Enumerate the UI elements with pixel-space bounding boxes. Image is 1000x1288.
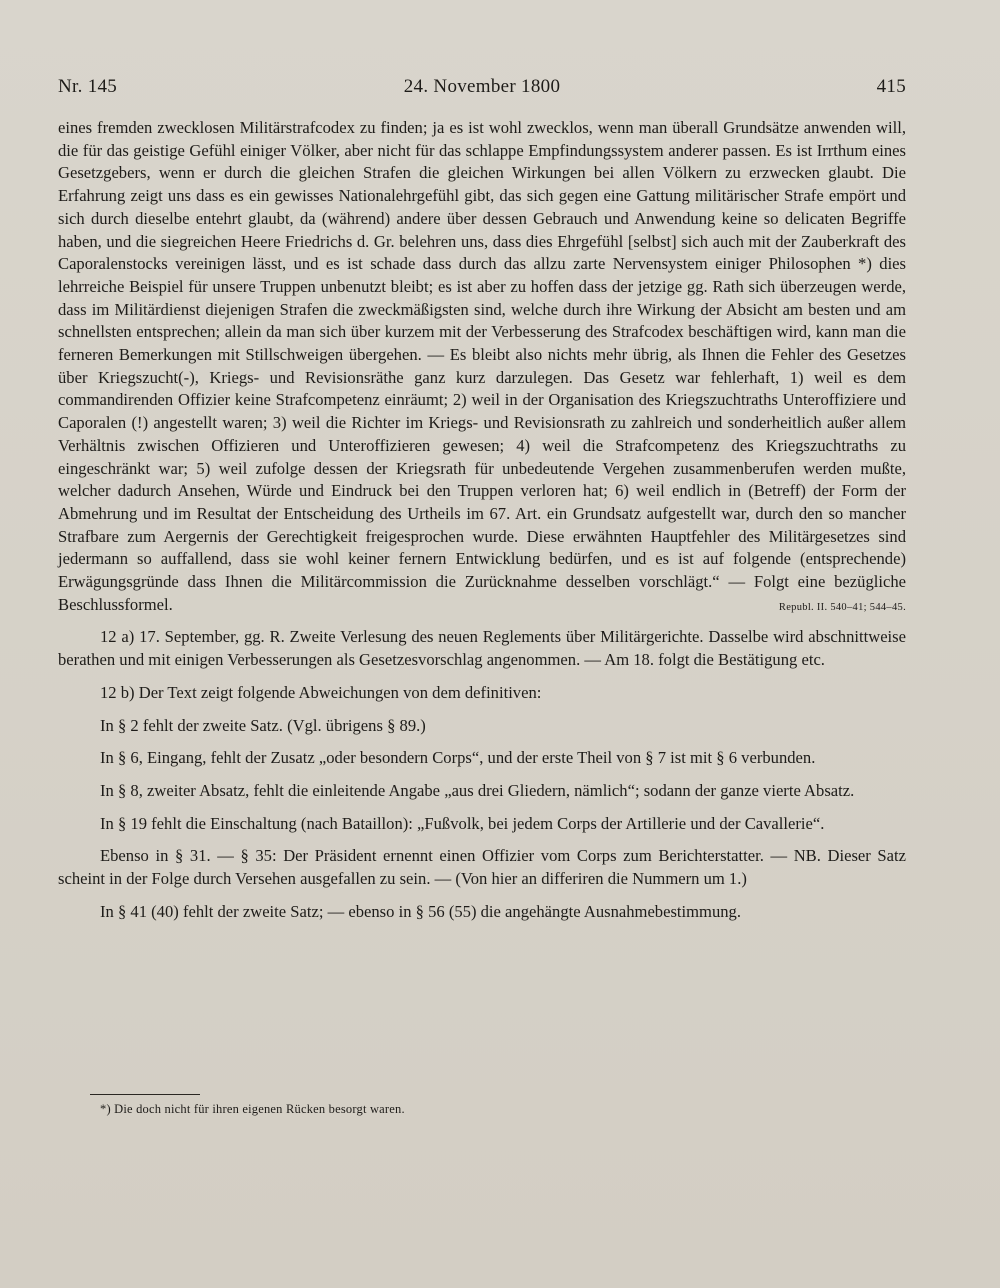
paragraph-section-41: In § 41 (40) fehlt der zweite Satz; — ebenso in § 56 (55) die angehängte Ausnahmebestimmung. (100, 901, 741, 921)
paragraph-section-8: In § 8, zweiter Absatz, fehlt die einleitende Angabe „aus drei Gliedern, nämlich“; sodann der ganze vierte Absatz. (100, 780, 855, 800)
paragraph-section-19: In § 19 fehlt die Einschaltung (nach Bataillon): „Fußvolk, bei jedem Corps der Artillerie und der Cavallerie“. (100, 813, 825, 833)
paragraph-section-6: In § 6, Eingang, fehlt der Zusatz „oder besondern Corps“, und der erste Theil von § 7 ist mit § 6 verbunden. (100, 748, 816, 768)
footnote: *) Die doch nicht für ihren eigenen Rücken besorgt waren. (100, 1102, 405, 1116)
paragraph-main-text: eines fremden zwecklosen Militärstrafcodex zu finden; ja es ist wohl zwecklos, wenn man überall Grundsätze anwenden will, die für das geistige Gefühl einiger Völker, aber nicht für das schlappe Empfindungssystem anderer passen. Es ist Irrthum eines Gesetzgebers, wenn er durch die gleichen Strafen die gleichen Wirkungen bei allen Völkern zu erzwecken glaubt. Die Erfahrung zeigt uns dass es ein gewisses Nationalehrgefühl gibt, das sich gegen eine Gattung militärischer Strafe empört und sich durch dieselbe entehrt glaubt, da (während) andere über dessen Gebrauch und Anwendung keine so delicaten Begriffe haben, und die siegreichen Heere Friedrichs d. Gr. belehren uns, dass dies Ehrgefühl [selbst] sich auch mit der Zauberkraft des Caporalenstocks vereinigen lässt, und es ist schade dass durch das allzu zarte Nervensystem einiger Philosophen *) dies lehrreiche Beispiel für unsere Truppen unbenutzt bleibt; es ist aber zu hoffen dass der jetzige gg. Rath sich überzeugen werde, dass im Militärdienst diejenigen Strafen die zweckmäßigsten sind, welche durch ihre Wirkung der Absicht am besten und am schnellsten entsprechen; allein da man sich über kurzem mit der Verbesserung des Strafcodex beschäftigen wird, kann man die ferneren Bemerkungen mit Stillschweigen übergehen. — Es bleibt also nichts mehr übrig, als Ihnen die Fehler des Gesetzes über Kriegszucht(-), Kriegs- und Revisionsräthe ganz kurz darzulegen. Das Gesetz war fehlerhaft, 1) weil es dem commandirenden Offizier keine Strafcompetenz einräumt; 2) weil in der Organisation des Kriegszuchtraths Unteroffiziere und Caporalen (!) angestellt waren; 3) weil die Richter im Kriegs- und Revisionsrath zu zahlreich und sonderheitlich außer allem Verhältnis zwischen Offizieren und Unteroffizieren gewesen; 4) weil die Strafcompetenz des Kriegszuchtraths zu eingeschränkt war; 5) weil zufolge dessen der Kriegsrath für unbedeutende Vergehen zusammenberufen werden mußte, welcher dadurch Ansehen, Würde und Eindruck bei den Truppen verloren hat; 6) weil endlich in (Betreff) der Form der Abmehrung und im Resultat der Entscheidung des Urtheils im 67. Art. ein Grundsatz aufgestellt war, durch den so mancher Strafbare zum Aergernis der Gerechtigkeit freigesprochen wurde. Diese erwähnten Hauptfehler des Militärgesetzes sind jedermann so auffallend, dass sie wohl keiner fernern Entwicklung bedürfen, und es ist auf folgende (entsprechende) Erwägungsgründe dass Ihnen die Militärcommission die Zurücknahme desselben vorschlägt.“ — Folgt eine bezügliche Beschlussformel. (58, 118, 906, 614)
page-header (58, 76, 906, 102)
paragraph-section-31: Ebenso in § 31. — § 35: Der Präsident ernennt einen Offizier vom Corps zum Berichterstatter. — NB. Dieser Satz scheint in der Folge durch Versehen ausgefallen zu sein. — (Von hier an differiren die Nummern um 1.) (58, 846, 906, 889)
paragraph-section-2: In § 2 fehlt der zweite Satz. (Vgl. übrigens § 89.) (100, 715, 426, 735)
paragraph-12a: 12 a) 17. September, gg. R. Zweite Verlesung des neuen Reglements über Militärgerichte. Dasselbe wird abschnittweise berathen und mit einigen Verbesserungen als Gesetzesvorschlag angenommen. — Am 18. folgt die Bestätigung etc. (58, 627, 906, 670)
paragraph-12b: 12 b) Der Text zeigt folgende Abweichungen von dem definitiven: (100, 682, 542, 702)
document-body (58, 117, 906, 924)
page-number: 415 (876, 76, 906, 97)
paragraph-main (58, 117, 906, 616)
document-number: Nr. 145 (58, 76, 118, 97)
source-reference: Republ. II. 540–41; 544–45. (778, 601, 906, 613)
footnote-divider (90, 1094, 200, 1095)
document-date: 24. November 1800 (403, 76, 561, 97)
